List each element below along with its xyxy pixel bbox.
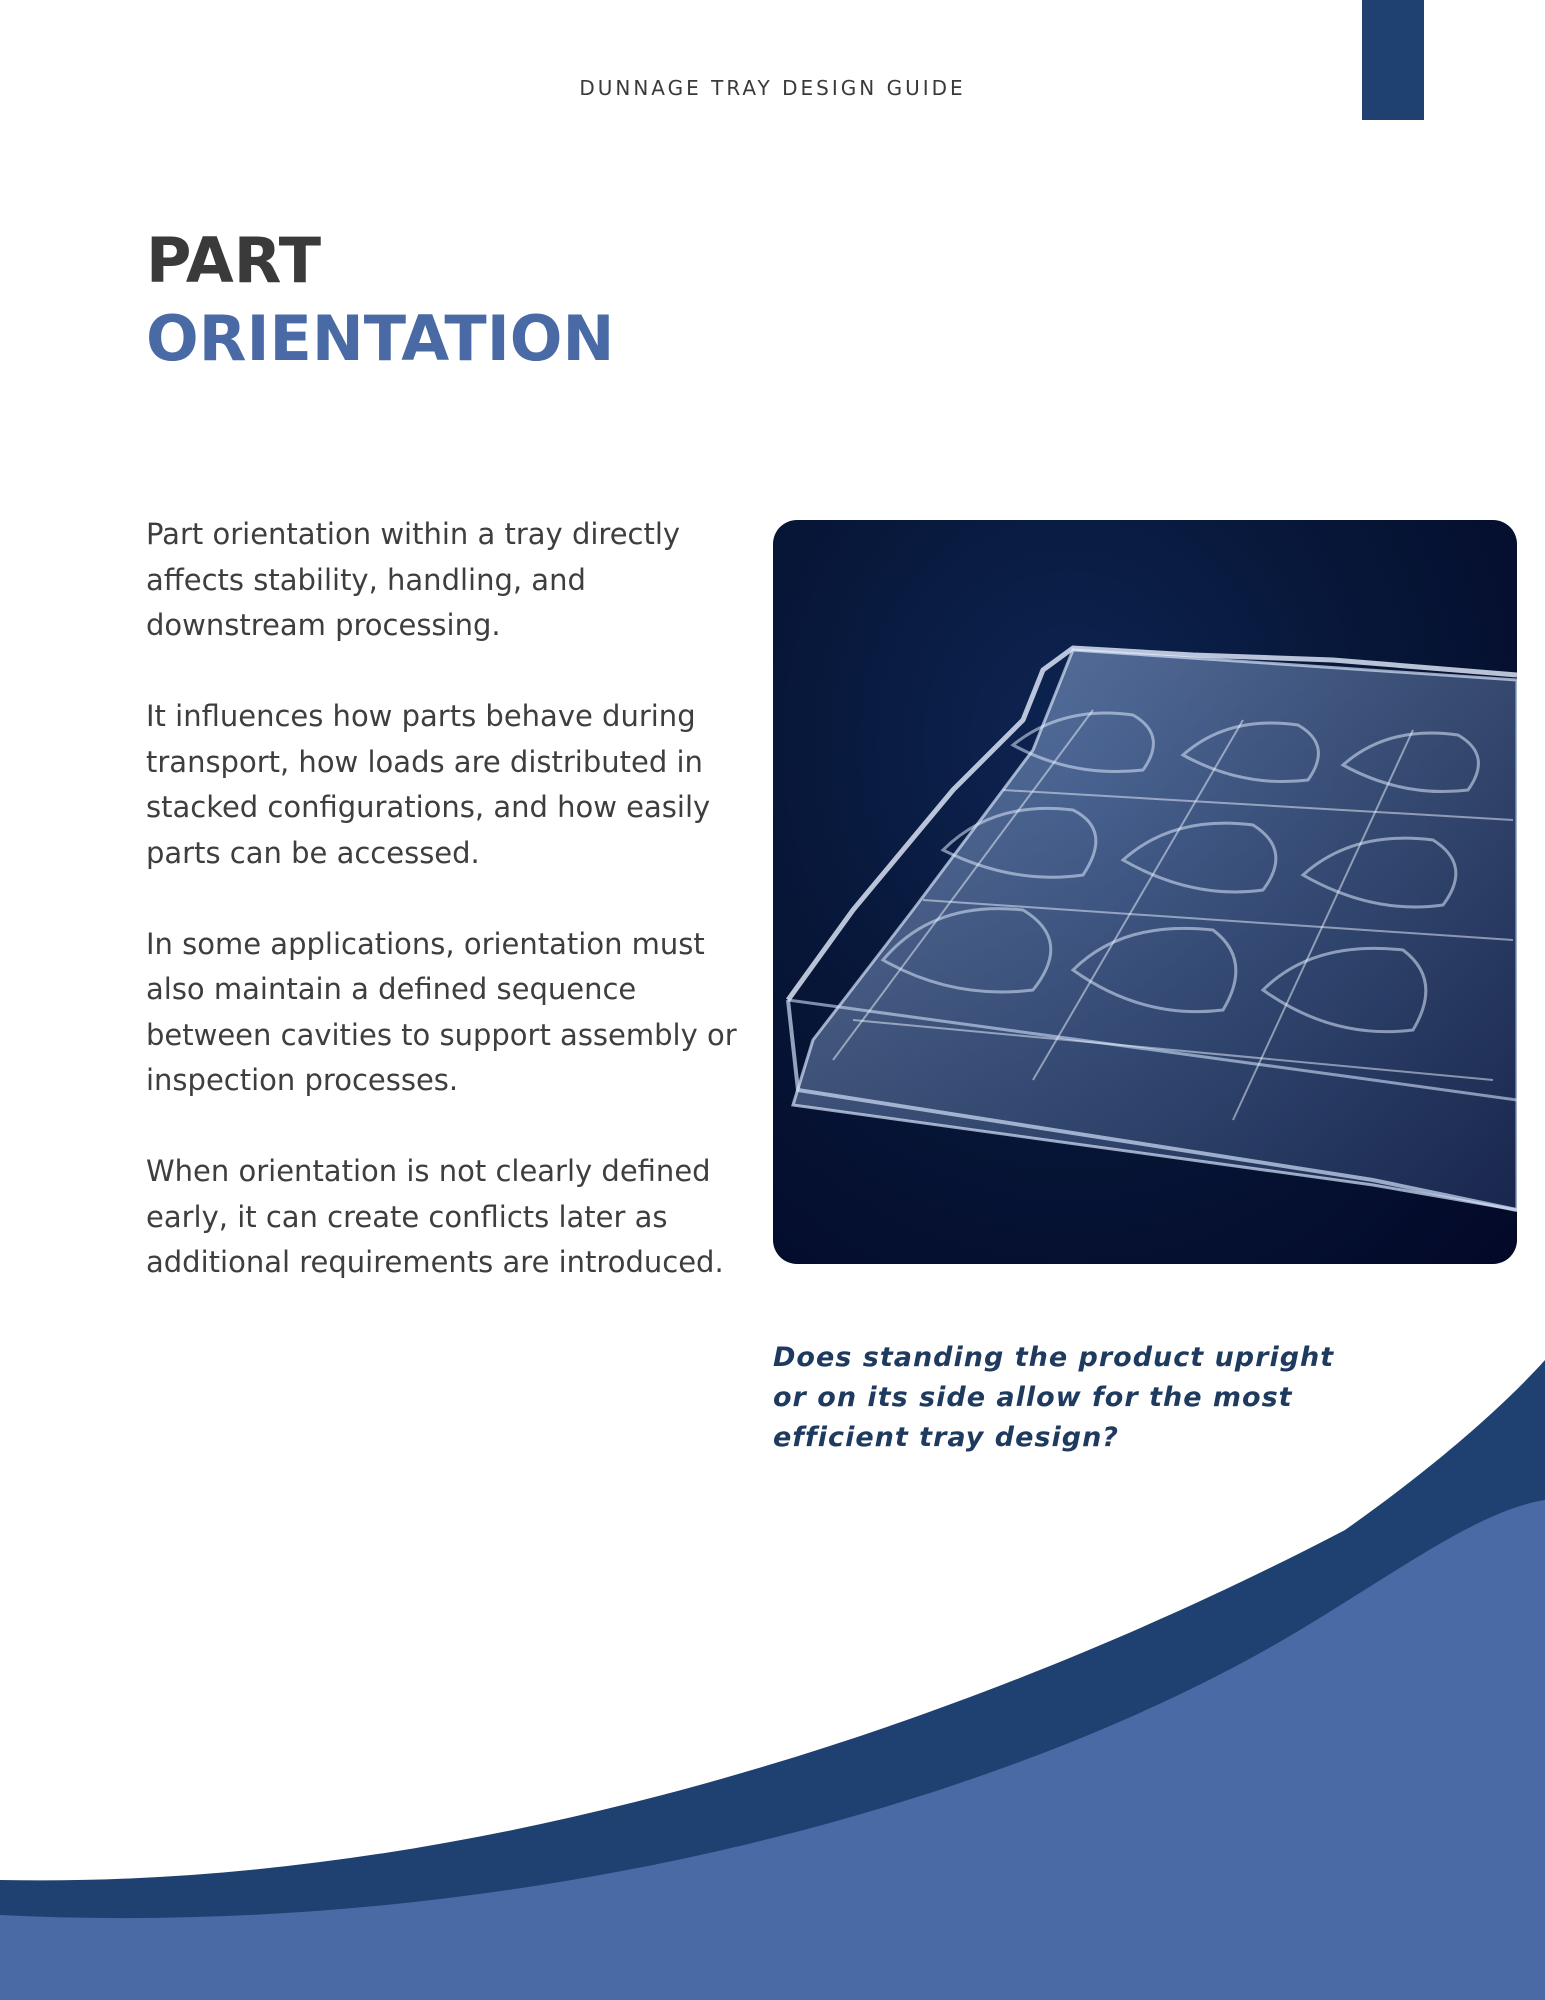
corner-tab xyxy=(1362,0,1424,120)
title-line-1: PART xyxy=(146,224,321,297)
clear-tray-illustration xyxy=(773,520,1517,1264)
body-text xyxy=(146,512,746,1331)
footer-wave-graphic xyxy=(0,1330,1545,2000)
tray-photo xyxy=(773,520,1517,1264)
header-label: DUNNAGE TRAY DESIGN GUIDE xyxy=(579,76,966,100)
paragraph: In some applications, orientation must also maintain a defined sequence between cavities to support assembly or inspection processes. xyxy=(146,926,737,1097)
page-title xyxy=(146,224,615,375)
paragraph: When orientation is not clearly defined early, it can create conflicts later as additional requirements are introduced. xyxy=(146,1154,724,1279)
title-line-2: ORIENTATION xyxy=(146,302,615,375)
caption-question: Does standing the product upright or on its side allow for the most efficient tray design? xyxy=(773,1342,1335,1453)
paragraph: It influences how parts behave during transport, how loads are distributed in stacked configurations, and how easily parts can be accessed. xyxy=(146,699,711,870)
paragraph: Part orientation within a tray directly affects stability, handling, and downstream processing. xyxy=(146,517,681,642)
